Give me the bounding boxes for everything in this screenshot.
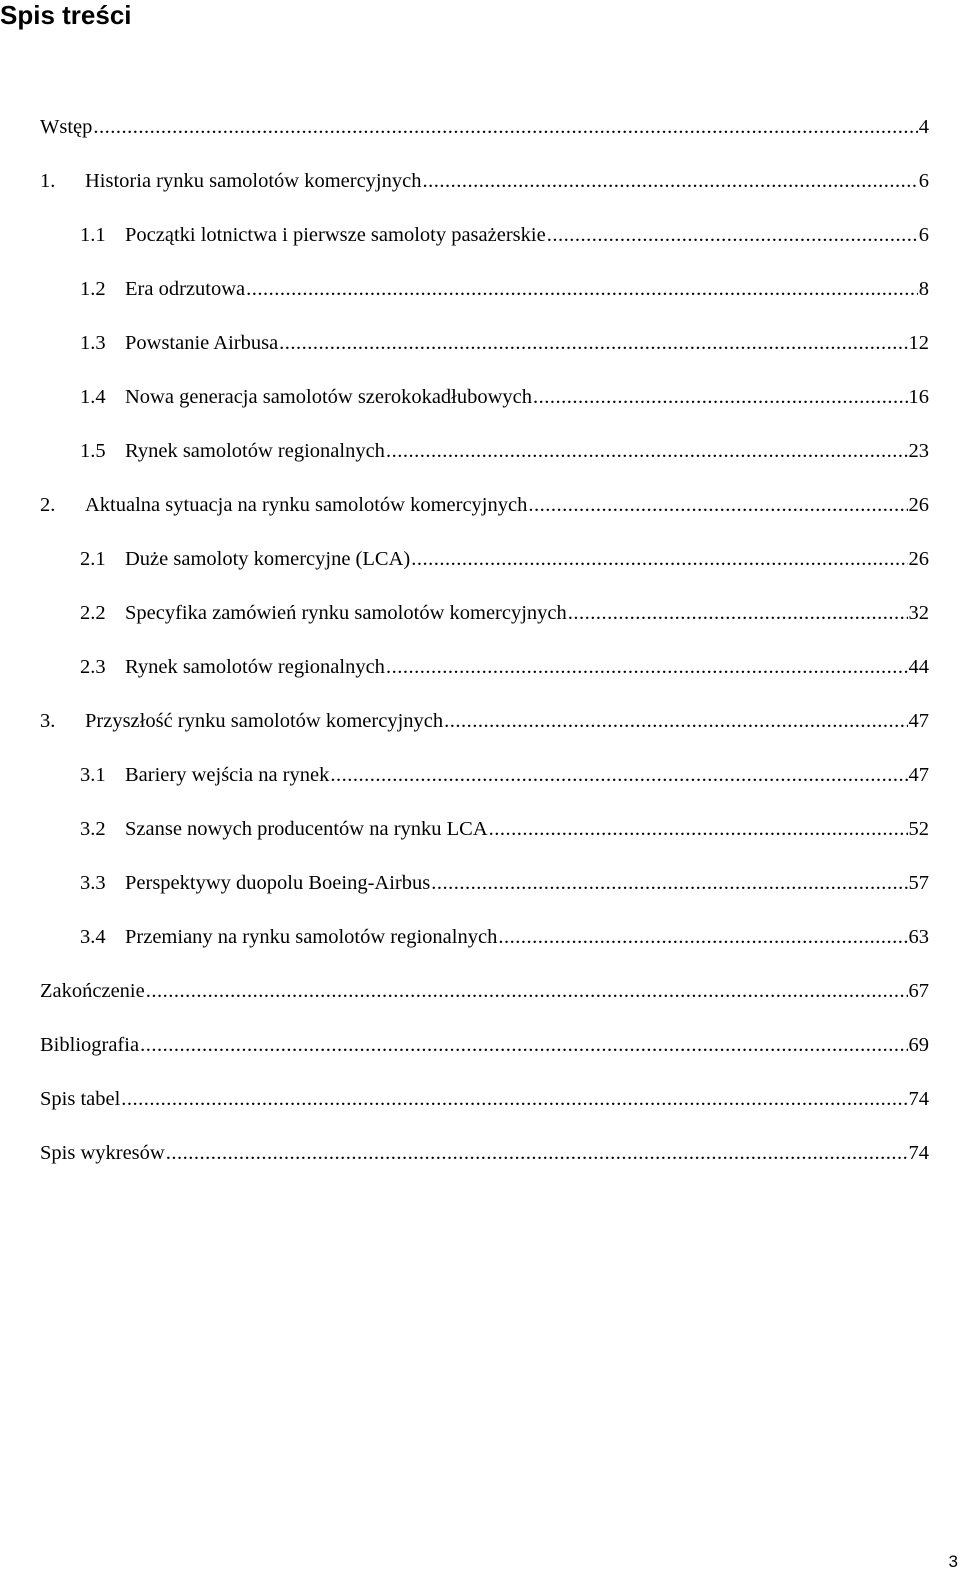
toc-entry-page: 23 [908, 440, 929, 462]
toc-entry-label: Zakończenie [40, 980, 145, 1002]
toc-entry-page: 67 [908, 980, 929, 1002]
toc-entry-number: 1.5 [80, 440, 106, 462]
toc-entry-label: Duże samoloty komercyjne (LCA) [125, 548, 411, 570]
dot-leader [279, 331, 907, 355]
dot-leader [140, 1033, 907, 1057]
toc-entry-page: 74 [908, 1088, 929, 1110]
toc-entry-number: 2.2 [80, 602, 106, 624]
toc-entry-page: 32 [908, 602, 929, 624]
toc-entry-page: 12 [908, 332, 929, 354]
toc-entry-label: Przemiany na rynku samolotów regionalnych [125, 926, 498, 948]
toc-entry-page: 69 [908, 1034, 929, 1056]
toc-entry-label: Aktualna sytuacja na rynku samolotów komercyjnych [85, 494, 528, 516]
toc-entry-label: Nowa generacja samolotów szerokokadłubowych [125, 386, 533, 408]
dot-leader [547, 223, 918, 247]
toc-entry[interactable] [40, 208, 929, 262]
toc-entry-number: 3.2 [80, 818, 106, 840]
toc-entry[interactable] [40, 478, 929, 532]
dot-leader [528, 493, 907, 517]
page-number: 3 [948, 1552, 958, 1571]
toc-entry[interactable] [40, 532, 929, 586]
toc-entry-number: 1.2 [80, 278, 106, 300]
page-title: Spis treści [0, 0, 132, 30]
dot-leader [568, 601, 908, 625]
dot-leader [411, 547, 907, 571]
toc-entry-page: 8 [918, 278, 929, 300]
dot-leader [444, 709, 907, 733]
dot-leader [330, 763, 907, 787]
table-of-contents [40, 100, 929, 1180]
dot-leader [166, 1141, 908, 1165]
toc-entry-number: 1.1 [80, 224, 106, 246]
toc-entry-number: 1.4 [80, 386, 106, 408]
toc-entry[interactable] [40, 856, 929, 910]
toc-entry-label: Powstanie Airbusa [125, 332, 279, 354]
toc-entry-label: Spis wykresów [40, 1142, 165, 1164]
dot-leader [386, 439, 908, 463]
toc-entry-number: 3.4 [80, 926, 106, 948]
dot-leader [121, 1087, 907, 1111]
toc-entry[interactable] [40, 262, 929, 316]
toc-entry-label: Specyfika zamówień rynku samolotów komercyjnych [125, 602, 567, 624]
dot-leader [146, 979, 908, 1003]
dot-leader [431, 871, 907, 895]
dot-leader [422, 169, 917, 193]
toc-entry-label: Przyszłość rynku samolotów komercyjnych [85, 710, 444, 732]
toc-entry[interactable] [40, 1018, 929, 1072]
toc-entry-page: 74 [908, 1142, 929, 1164]
toc-entry[interactable] [40, 748, 929, 802]
toc-entry-label: Rynek samolotów regionalnych [125, 440, 385, 462]
dot-leader [93, 115, 917, 139]
toc-entry-number: 2.1 [80, 548, 106, 570]
toc-entry-page: 47 [908, 764, 929, 786]
dot-leader [533, 385, 907, 409]
toc-entry[interactable] [40, 694, 929, 748]
toc-entry-page: 57 [908, 872, 929, 894]
toc-entry-number: 2.3 [80, 656, 106, 678]
dot-leader [386, 655, 908, 679]
toc-entry-label: Początki lotnictwa i pierwsze samoloty pasażerskie [125, 224, 546, 246]
toc-entry-label: Wstęp [40, 116, 93, 138]
toc-entry-label: Bariery wejścia na rynek [125, 764, 330, 786]
toc-entry[interactable] [40, 910, 929, 964]
toc-entry-page: 4 [918, 116, 929, 138]
toc-entry[interactable] [40, 424, 929, 478]
toc-entry-page: 44 [908, 656, 929, 678]
toc-entry-page: 26 [908, 548, 929, 570]
toc-entry[interactable] [40, 586, 929, 640]
toc-entry[interactable] [40, 964, 929, 1018]
toc-entry-label: Spis tabel [40, 1088, 121, 1110]
dot-leader [246, 277, 918, 301]
toc-entry-label: Perspektywy duopolu Boeing-Airbus [125, 872, 431, 894]
toc-entry-label: Szanse nowych producentów na rynku LCA [125, 818, 488, 840]
toc-entry-label: Rynek samolotów regionalnych [125, 656, 385, 678]
toc-entry-page: 26 [908, 494, 929, 516]
toc-entry[interactable] [40, 802, 929, 856]
toc-entry-page: 63 [908, 926, 929, 948]
toc-entry-number: 2. [40, 494, 56, 516]
toc-entry-page: 16 [908, 386, 929, 408]
dot-leader [498, 925, 907, 949]
toc-entry[interactable] [40, 1126, 929, 1180]
toc-entry[interactable] [40, 100, 929, 154]
toc-entry[interactable] [40, 1072, 929, 1126]
toc-entry[interactable] [40, 154, 929, 208]
toc-entry-label: Era odrzutowa [125, 278, 246, 300]
toc-entry-page: 52 [908, 818, 929, 840]
toc-entry-number: 3.3 [80, 872, 106, 894]
toc-entry-page: 6 [918, 170, 929, 192]
toc-entry-number: 1.3 [80, 332, 106, 354]
toc-entry-label: Historia rynku samolotów komercyjnych [85, 170, 422, 192]
dot-leader [489, 817, 908, 841]
toc-entry-number: 3.1 [80, 764, 106, 786]
toc-entry[interactable] [40, 370, 929, 424]
toc-entry[interactable] [40, 316, 929, 370]
toc-entry-number: 3. [40, 710, 56, 732]
toc-entry-page: 47 [908, 710, 929, 732]
toc-entry-label: Bibliografia [40, 1034, 140, 1056]
toc-entry-page: 6 [918, 224, 929, 246]
toc-entry-number: 1. [40, 170, 56, 192]
toc-entry[interactable] [40, 640, 929, 694]
